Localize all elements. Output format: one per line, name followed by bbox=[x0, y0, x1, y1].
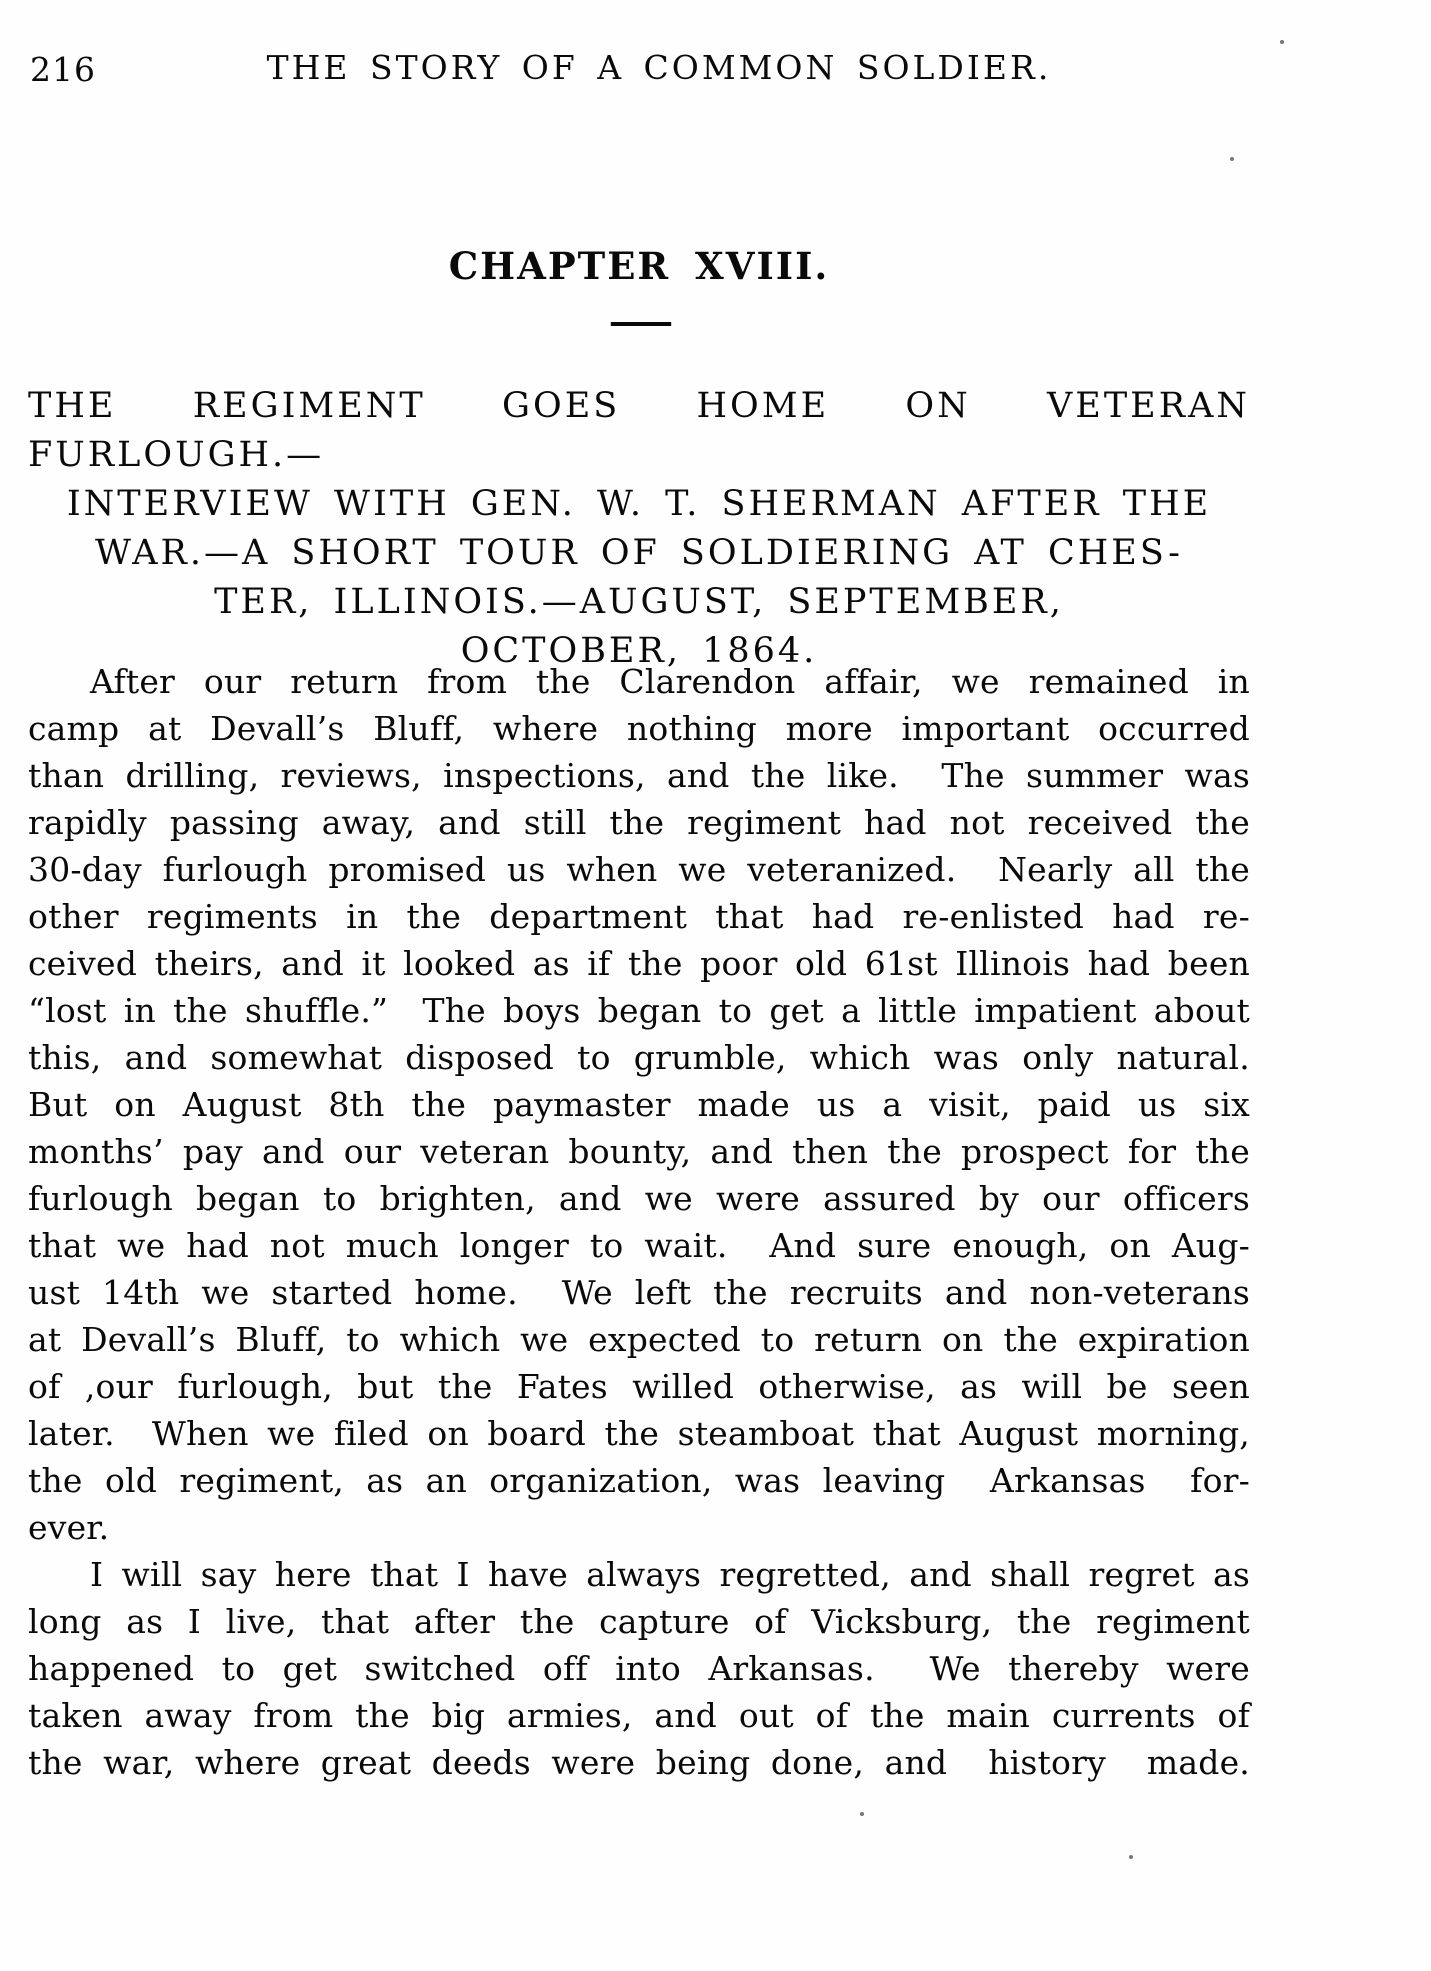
chapter-title-line: OCTOBER, 1864. bbox=[460, 631, 818, 671]
text-line: taken away from the big armies, and out of the main currents of bbox=[28, 1696, 1250, 1735]
text-line: 30-day furlough promised us when we veteranized. Nearly all the bbox=[28, 850, 1250, 889]
scan-speck bbox=[1280, 40, 1284, 44]
text-line: camp at Devall’s Bluff, where nothing more important occurred bbox=[28, 709, 1250, 748]
text-line: “lost in the shuffle.” The boys began to get a little impatient about bbox=[28, 991, 1250, 1030]
chapter-title-line: THE REGIMENT GOES HOME ON VETERAN FURLOUGH.— bbox=[28, 386, 1250, 475]
text-line: that we had not much longer to wait. And sure enough, on Aug- bbox=[28, 1226, 1250, 1265]
page-number: 216 bbox=[30, 50, 96, 89]
text-line: of ,our furlough, but the Fates willed otherwise, as will be seen bbox=[28, 1367, 1250, 1406]
text-line: ust 14th we started home. We left the recruits and non-veterans bbox=[28, 1273, 1250, 1312]
chapter-divider: —— bbox=[609, 302, 669, 342]
text-line: the war, where great deeds were being done, and history made. bbox=[28, 1743, 1250, 1782]
text-line: But on August 8th the paymaster made us a visit, paid us six bbox=[28, 1085, 1250, 1124]
text-line: I will say here that I have always regretted, and shall regret as bbox=[90, 1555, 1250, 1594]
text-line: ever. bbox=[28, 1508, 110, 1547]
text-line: furlough began to brighten, and we were assured by our officers bbox=[28, 1179, 1250, 1218]
chapter-title-line: TER, ILLINOIS.—AUGUST, SEPTEMBER, bbox=[214, 582, 1064, 622]
scan-speck bbox=[1129, 1855, 1133, 1859]
text-line: at Devall’s Bluff, to which we expected to return on the expiration bbox=[28, 1320, 1250, 1359]
body-text bbox=[28, 658, 1250, 1786]
text-line: the old regiment, as an organization, was leaving Arkansas for- bbox=[28, 1461, 1250, 1500]
text-line: later. When we filed on board the steamboat that August morning, bbox=[28, 1414, 1250, 1453]
scan-speck bbox=[1230, 157, 1234, 161]
text-line: long as I live, that after the capture of Vicksburg, the regiment bbox=[28, 1602, 1250, 1641]
text-line: happened to get switched off into Arkansas. We thereby were bbox=[28, 1649, 1250, 1688]
chapter-title-line: WAR.—A SHORT TOUR OF SOLDIERING AT CHES- bbox=[95, 533, 1183, 573]
text-line: rapidly passing away, and still the regiment had not received the bbox=[28, 803, 1250, 842]
chapter-heading: CHAPTER XVIII. bbox=[448, 244, 830, 288]
text-line: months’ pay and our veteran bounty, and then the prospect for the bbox=[28, 1132, 1250, 1171]
chapter-title-block bbox=[28, 382, 1250, 676]
text-line: this, and somewhat disposed to grumble, which was only natural. bbox=[28, 1038, 1250, 1077]
running-title: THE STORY OF A COMMON SOLDIER. bbox=[266, 48, 1052, 87]
page-header bbox=[28, 48, 1250, 92]
text-line: After our return from the Clarendon affair, we remained in bbox=[90, 662, 1250, 701]
text-line: ceived theirs, and it looked as if the poor old 61st Illinois had been bbox=[28, 944, 1250, 983]
text-line: other regiments in the department that had re-enlisted had re- bbox=[28, 897, 1250, 936]
scan-speck bbox=[860, 1812, 864, 1816]
chapter-title-line: INTERVIEW WITH GEN. W. T. SHERMAN AFTER THE bbox=[66, 484, 1212, 524]
text-line: than drilling, reviews, inspections, and the like. The summer was bbox=[28, 756, 1250, 795]
